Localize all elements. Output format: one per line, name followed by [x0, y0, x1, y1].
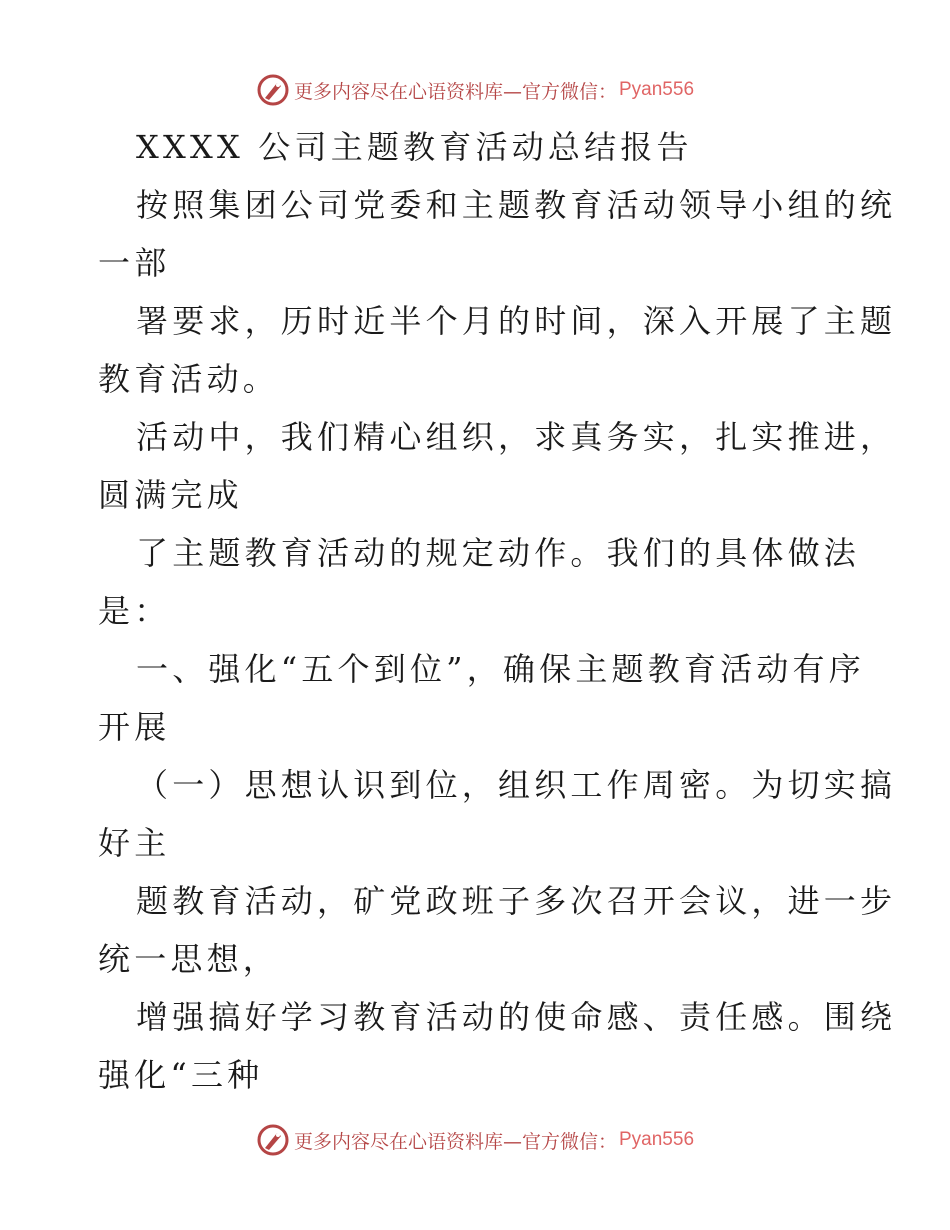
- paragraph-line: 好主: [98, 824, 171, 862]
- document-body: [98, 118, 897, 1104]
- paragraph-line: 是：: [98, 592, 171, 630]
- paragraph-line: XXXX 公司主题教育活动总结报告: [136, 128, 693, 166]
- footer-watermark-banner: [0, 1120, 950, 1160]
- paragraph-line: 题教育活动，矿党政班子多次召开会议，进一步: [136, 882, 897, 920]
- paragraph-line: 活动中，我们精心组织，求真务实，扎实推进，: [136, 418, 897, 456]
- paragraph-line: 了主题教育活动的规定动作。我们的具体做法: [136, 534, 861, 572]
- paragraph-line: 强化“三种: [98, 1056, 264, 1094]
- paragraph-line: 圆满完成: [98, 476, 243, 514]
- paragraph-line: 教育活动。: [98, 360, 280, 398]
- paragraph-line: 统一思想，: [98, 940, 280, 978]
- banner-wechat-id: Pyan556: [619, 1129, 695, 1150]
- paragraph-line: 按照集团公司党委和主题教育活动领导小组的统: [136, 186, 897, 224]
- banner-text: 更多内容尽在心语资料库—官方微信：: [293, 80, 617, 103]
- header-watermark-banner: [0, 70, 950, 110]
- paragraph-line: 增强搞好学习教育活动的使命感、责任感。围绕: [136, 998, 897, 1036]
- paragraph-line: 一部: [98, 244, 171, 282]
- pen-nib-logo-icon: [256, 1123, 290, 1157]
- paragraph-line: 署要求，历时近半个月的时间，深入开展了主题: [136, 302, 897, 340]
- banner-wechat-id: Pyan556: [619, 79, 695, 100]
- paragraph-line: 开展: [98, 708, 171, 746]
- paragraph-line: （一）思想认识到位，组织工作周密。为切实搞: [136, 766, 897, 804]
- paragraph-line: 一、强化“五个到位”，确保主题教育活动有序: [136, 650, 865, 688]
- pen-nib-logo-icon: [256, 73, 290, 107]
- banner-text: 更多内容尽在心语资料库—官方微信：: [293, 1130, 617, 1153]
